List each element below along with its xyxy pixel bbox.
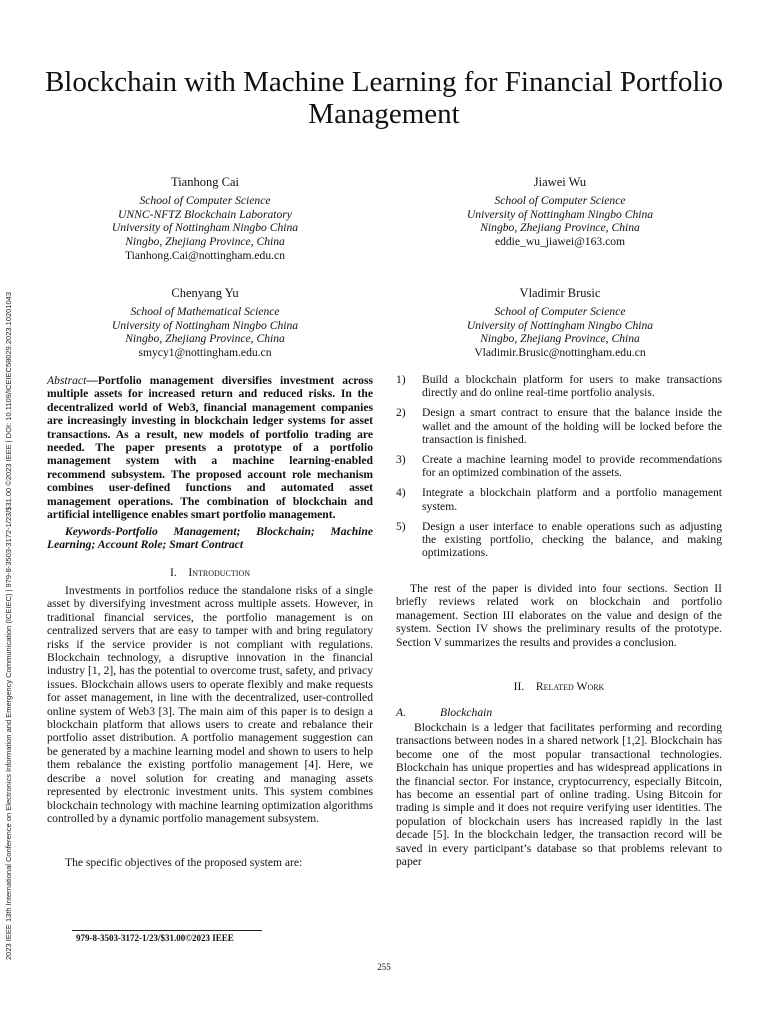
side-citation-strip <box>2 160 16 960</box>
subsection-heading <box>396 706 492 719</box>
author-block <box>400 287 720 360</box>
objectives-lead-in: The specific objectives of the proposed system are: <box>65 856 303 869</box>
author-block <box>45 176 365 263</box>
abstract-label: Abstract <box>47 374 87 387</box>
list-item <box>396 406 722 446</box>
list-number: 5) <box>396 519 406 533</box>
author-affiliation: School of Computer Science <box>139 193 271 207</box>
section-number: II. <box>513 680 525 693</box>
list-number: 2) <box>396 406 406 420</box>
author-affiliation: University of Nottingham Ningbo China <box>111 318 299 332</box>
list-number: 1) <box>396 373 406 386</box>
list-text: Create a machine learning model to provide recommendations for an optimized combination of the assets. <box>422 453 722 480</box>
author-affiliation: School of Mathematical Science <box>130 304 280 318</box>
author-email: smycy1@nottingham.edu.cn <box>138 346 272 360</box>
author-name: Vladimir Brusic <box>519 286 601 300</box>
list-item <box>396 373 722 400</box>
author-name: Chenyang Yu <box>171 286 239 300</box>
author-affiliation: School of Computer Science <box>494 193 626 207</box>
author-email: Tianhong.Cai@nottingham.edu.cn <box>125 248 285 262</box>
author-affiliation: University of Nottingham Ningbo China <box>466 318 654 332</box>
list-number: 3) <box>396 453 406 467</box>
list-text: Design a user interface to enable operations such as adjusting the existing portfolio, checking the balance, and making optimizations. <box>422 519 722 560</box>
author-affiliation: Ningbo, Zhejiang Province, China <box>480 221 640 235</box>
page-number: 255 <box>377 962 391 972</box>
section-title: Introduction <box>188 566 250 579</box>
author-affiliation: Ningbo, Zhejiang Province, China <box>125 235 285 249</box>
objectives-list <box>396 373 722 566</box>
section-heading <box>396 680 722 693</box>
author-affiliation: School of Computer Science <box>494 304 626 318</box>
author-affiliation: University of Nottingham Ningbo China <box>466 207 654 221</box>
subsection-letter: A. <box>396 706 406 719</box>
footnote-rule <box>72 930 262 931</box>
section-number: I. <box>170 566 177 579</box>
list-text: Design a smart contract to ensure that the balance inside the wallet and the amount of the holding will be locked before the transaction is finished. <box>422 406 722 447</box>
author-block <box>400 176 720 249</box>
keywords-label: Keywords- <box>65 525 116 538</box>
author-name: Jiawei Wu <box>533 175 587 189</box>
intro-paragraph: Investments in portfolios reduce the standalone risks of a single asset by diversifying investment across multiple assets. However, in traditional financial services, the portfolio management is on centralized servers that are easy to tamper with and bring regulatory risks if the service provider is not compliant with regulations. Blockchain technology, a disruptive innovation in the financial industry [1, 2], has the potential to overcome trust, safety, and privacy issues. Blockchain allows users to operate flexibly and make requests for asset management, in line with the decentralized, user-controlled online system of Web3 [3]. The main aim of this paper is to design a blockchain platform that allows users to create and rebalance their portfolio asset distribution. A portfolio management suggestion can be generated by a machine learning model and shown to users to help them rebalance the existing portfolio management [4]. Here, we describe a novel solution for creating and managing assets represented by electronic investment units. This system combines blockchain technology with machine learning optimization algorithms controlled by a dynamic portfolio management subsystem. <box>47 584 373 825</box>
author-block <box>45 287 365 360</box>
list-item <box>396 520 722 560</box>
list-text: Integrate a blockchain platform and a portfolio management system. <box>422 486 722 513</box>
list-text: Build a blockchain platform for users to make transactions directly and do online real-time portfolio analysis. <box>422 373 722 400</box>
list-item <box>396 486 722 513</box>
author-affiliation: University of Nottingham Ningbo China <box>111 221 299 235</box>
abstract <box>47 374 373 521</box>
author-affiliation: Ningbo, Zhejiang Province, China <box>125 332 285 346</box>
blockchain-paragraph: Blockchain is a ledger that facilitates performing and recording transactions between nodes in a shared network [1,2]. Blockchain has become one of the most popular transactional technologies. Blockchain has unique properties and has widespread applications in the financial sector. For instance, cryptocurrency, especially Bitcoin, has become an essential part of online trading. Using Bitcoin for trading is simple and it does not require verifying user identities. The population of blockchain users has increased rapidly in the last decade [5]. In the blockchain ledger, the transaction record will be saved in every participant’s database so that problems relevant to paper <box>396 721 722 869</box>
keywords-text: Portfolio Management; Blockchain; Machine Learning; Account Role; Smart Contract <box>47 525 373 552</box>
paper-title: Blockchain with Machine Learning for Financial Portfolio Management <box>44 66 724 130</box>
list-item <box>396 453 722 480</box>
section-title: Related Work <box>535 680 605 693</box>
abstract-text: —Portfolio management diversifies investment across multiple assets for increased return and reduced risks. In the decentralized world of Web3, financial management companies are increasingly investing in blockchain ledger systems for asset transactions. As a result, new models of portfolio trading are needed. The paper presents a prototype of a portfolio management system with a machine learning-enabled recommend subsystem. The proposed account role mechanism combines user-defined functions and automated asset management operations. The combination of blockchain and artificial intelligence enables smart portfolio management. <box>47 374 373 522</box>
author-affiliation: Ningbo, Zhejiang Province, China <box>480 332 640 346</box>
author-email: eddie_wu_jiawei@163.com <box>494 235 626 249</box>
section-heading <box>47 566 373 579</box>
list-number: 4) <box>396 486 406 500</box>
paper-outline-paragraph: The rest of the paper is divided into four sections. Section II briefly reviews related work on blockchain and portfolio management. Section III elaborates on the value and design of the system. Section IV shows the preliminary results of the prototype. Section V summarizes the results and provides a conclusion. <box>396 582 722 649</box>
side-citation-text: 2023 IEEE 13th International Conference on Electronics Information and Emergency Communication (ICEIEC) | 979-8-3503-3172-1/23/$31.00 ©2023 IEEE | DOI: 10.1109/ICEIEC58029.2023.10201043 <box>4 291 13 960</box>
author-name: Tianhong Cai <box>171 175 239 189</box>
copyright-footnote: 979-8-3503-3172-1/23/$31.00©2023 IEEE <box>76 933 234 943</box>
subsection-title: Blockchain <box>440 706 493 719</box>
keywords <box>47 525 373 552</box>
author-affiliation: UNNC-NFTZ Blockchain Laboratory <box>118 207 292 221</box>
author-email: Vladimir.Brusic@nottingham.edu.cn <box>474 346 646 360</box>
